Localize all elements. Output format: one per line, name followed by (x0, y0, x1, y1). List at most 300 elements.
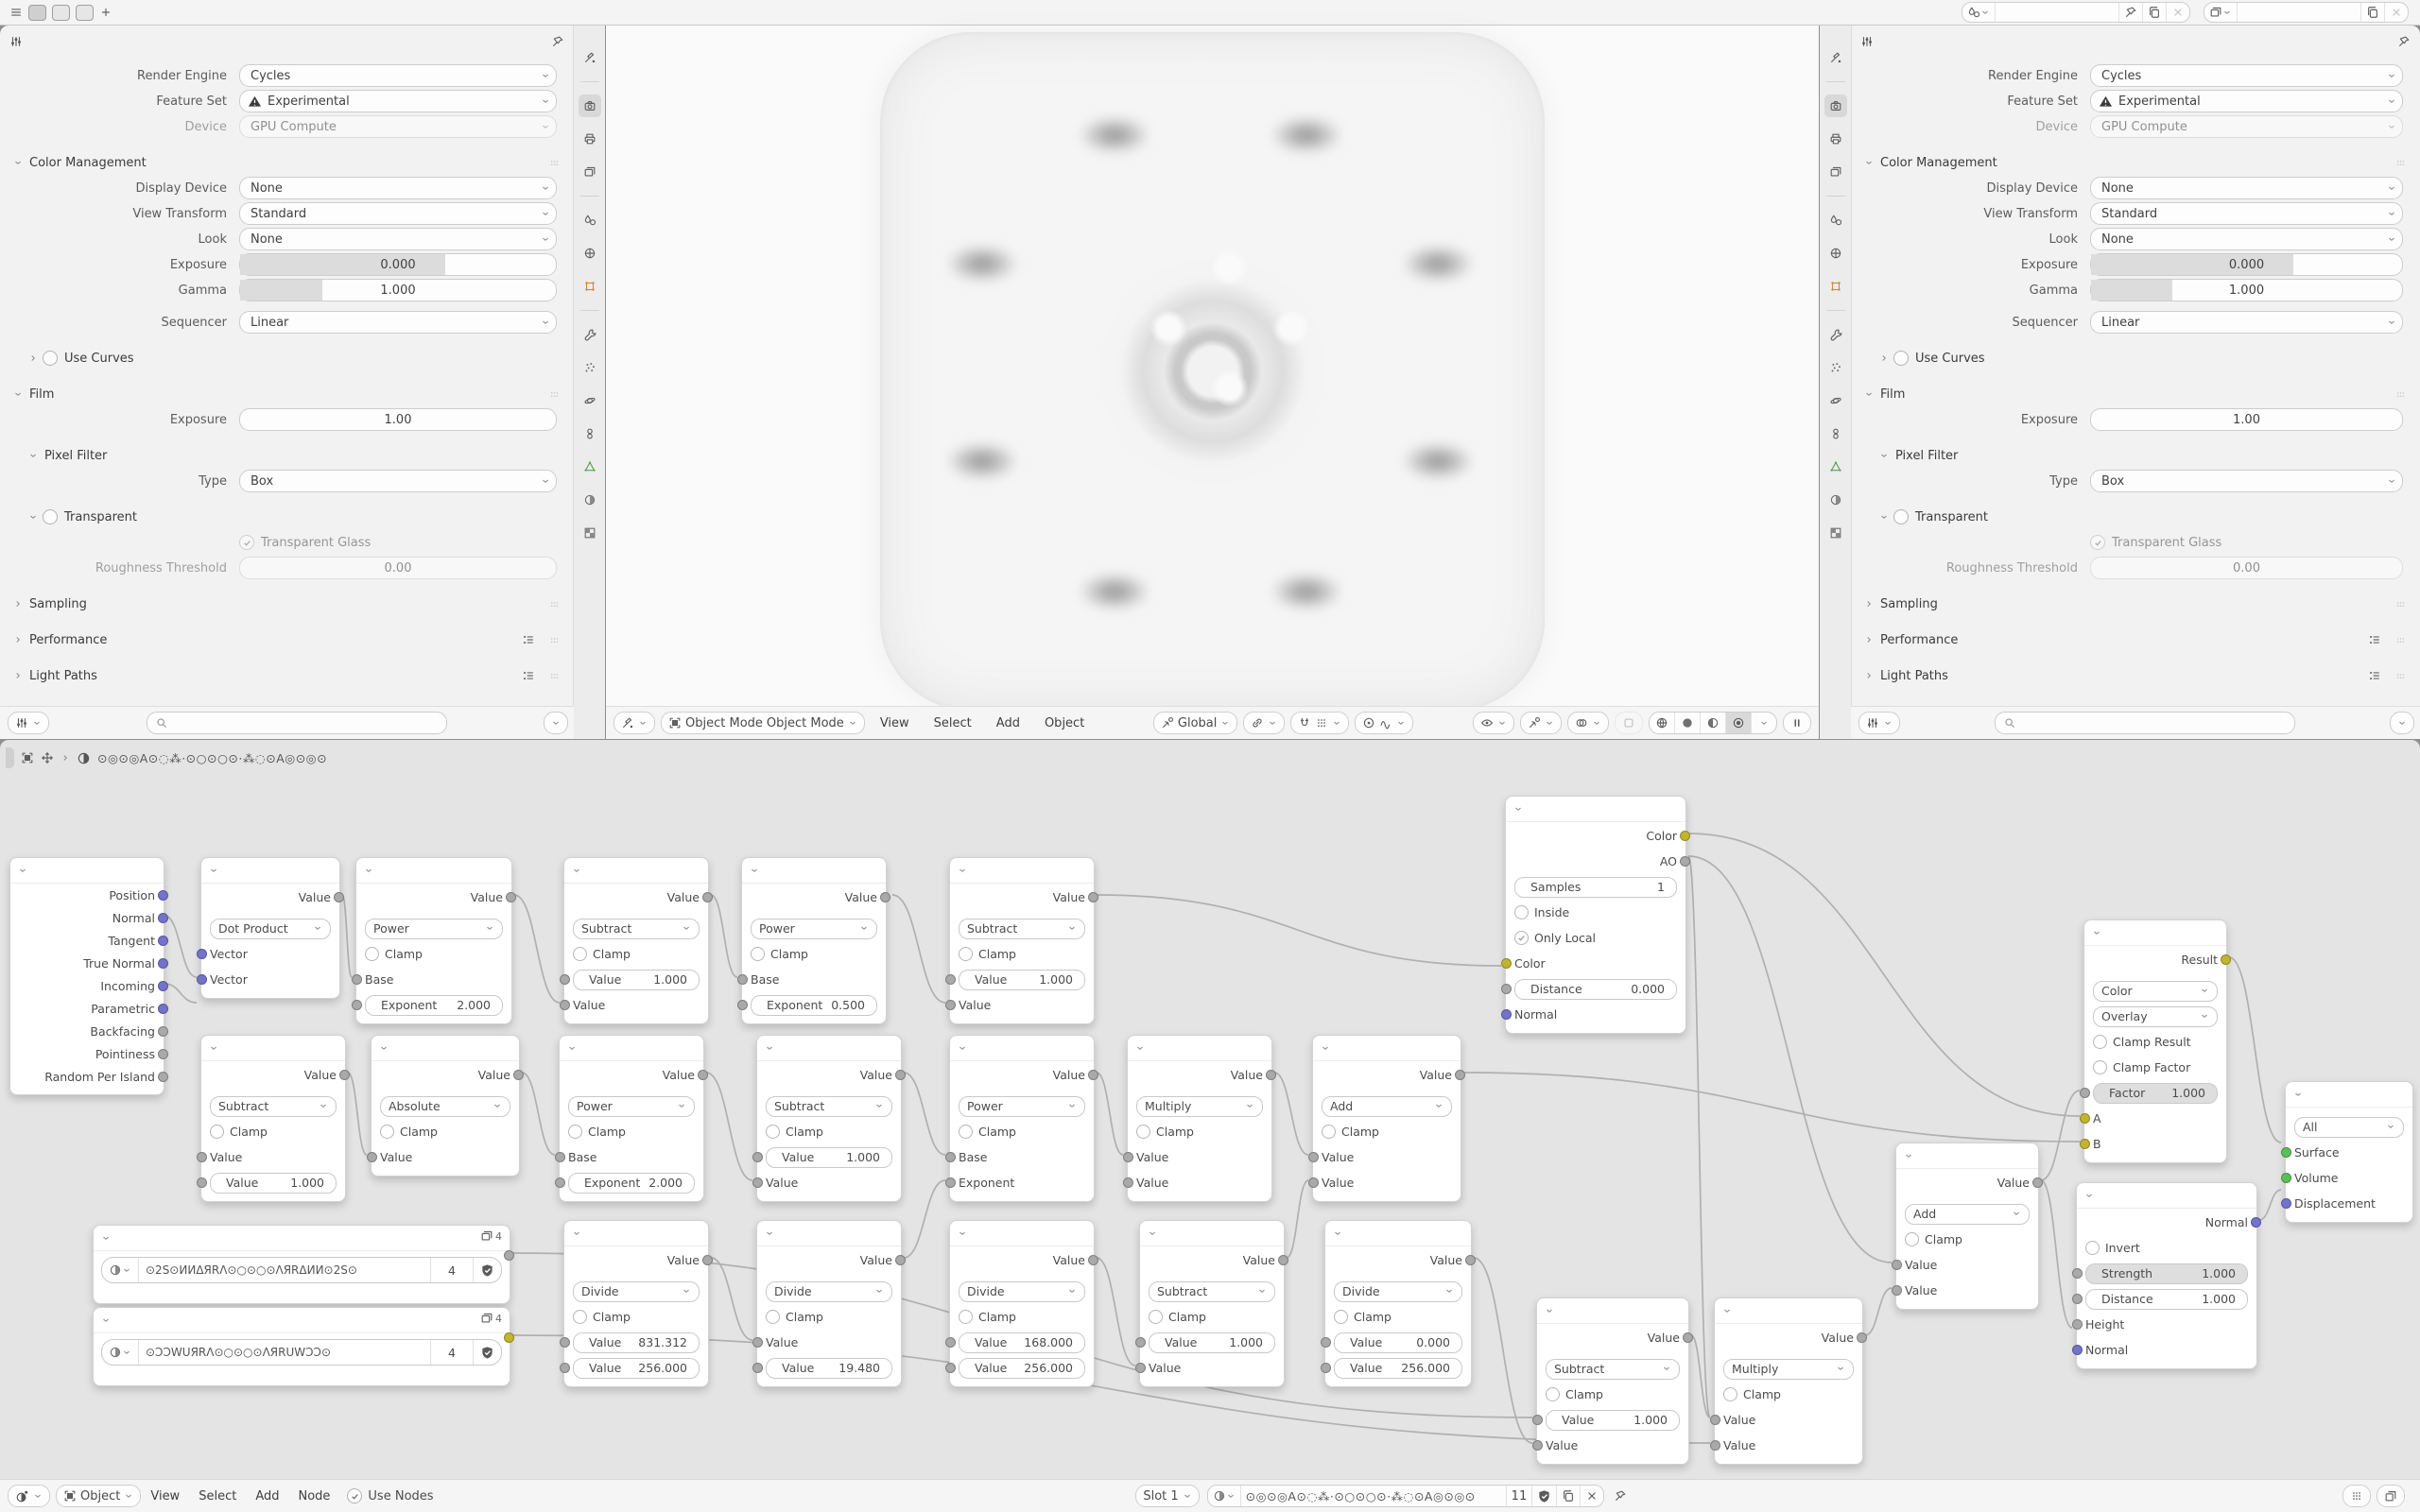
prop-dropdown[interactable] (2090, 115, 2403, 138)
node-header[interactable] (560, 1036, 703, 1061)
snap-magnet-dropdown[interactable] (1290, 712, 1349, 734)
node-header[interactable] (1537, 1298, 1688, 1324)
active-tool-button[interactable] (614, 712, 655, 734)
collapse-chevron-icon[interactable] (101, 1233, 111, 1243)
node-enum-dropdown[interactable] (1149, 1281, 1275, 1302)
node-enum-dropdown[interactable] (751, 919, 877, 939)
node-math-subtract-4[interactable] (756, 1035, 902, 1202)
properties-tab-texchecker[interactable] (579, 522, 601, 544)
socket-input-distance[interactable] (1501, 984, 1512, 994)
node-value-field[interactable] (1514, 979, 1677, 1000)
section-sampling[interactable] (0, 593, 574, 615)
node-value-field[interactable] (1514, 877, 1677, 898)
socket-input-value[interactable] (1135, 1337, 1146, 1348)
mode-dropdown[interactable] (661, 712, 865, 734)
socket-input-exponent[interactable] (737, 1000, 748, 1010)
node-checkbox-clamp[interactable] (210, 1125, 224, 1139)
prop-dropdown[interactable] (239, 115, 557, 138)
node-texture-datablock-2[interactable] (93, 1307, 510, 1386)
socket-output-value[interactable] (702, 892, 713, 902)
shading-material-preview-button[interactable] (1701, 713, 1726, 733)
node-enum-dropdown[interactable] (380, 1096, 510, 1117)
node-math-dot-product[interactable] (200, 857, 340, 999)
properties-tab-physics[interactable] (1824, 389, 1847, 412)
collapse-chevron-icon[interactable] (1135, 1043, 1145, 1053)
socket-output-value[interactable] (895, 1070, 906, 1080)
node-header[interactable] (564, 858, 708, 884)
workspace-tab-3[interactable] (76, 5, 94, 21)
socket-input-normal[interactable] (2072, 1345, 2083, 1355)
node-value-field[interactable] (2085, 1263, 2248, 1284)
pin-id-icon[interactable] (2397, 35, 2411, 48)
node-math-subtract-3[interactable] (200, 1035, 346, 1202)
collapse-chevron-icon[interactable] (958, 866, 967, 875)
socket-input-value[interactable] (945, 974, 956, 985)
workspace-tab-1[interactable] (28, 5, 46, 21)
node-header[interactable] (564, 1221, 708, 1246)
section-light-paths[interactable] (1851, 664, 2420, 687)
node-texture-datablock-1[interactable] (93, 1225, 510, 1304)
unlink-material-button[interactable] (1581, 1486, 1603, 1506)
snap-node-button[interactable] (2342, 1485, 2371, 1507)
prop-field[interactable] (2090, 279, 2403, 301)
node-checkbox-clamp[interactable] (751, 947, 765, 961)
node-checkbox-clamp[interactable] (365, 947, 379, 961)
snapping-dropdown[interactable] (1243, 712, 1285, 734)
view-layer-icon[interactable] (2204, 3, 2238, 22)
socket-output-value[interactable] (1278, 1255, 1288, 1265)
node-header[interactable] (10, 858, 164, 884)
node-header[interactable] (1506, 797, 1685, 822)
socket-input-value[interactable] (752, 1337, 763, 1348)
node-value-field[interactable] (766, 1358, 892, 1379)
overlays-dropdown[interactable] (1567, 712, 1609, 734)
collapse-chevron-icon[interactable] (2293, 1090, 2303, 1099)
socket-input-strength[interactable] (2072, 1268, 2083, 1279)
node-value-field[interactable] (365, 995, 503, 1016)
collapse-chevron-icon[interactable] (572, 866, 581, 875)
node-math-power-4[interactable] (949, 1035, 1095, 1202)
node-enum-dropdown[interactable] (2294, 1117, 2404, 1138)
socket-input-base[interactable] (555, 1152, 565, 1162)
node-header[interactable] (1325, 1221, 1471, 1246)
add-workspace-button[interactable] (99, 6, 112, 19)
socket-output-normal[interactable] (2251, 1217, 2261, 1228)
node-value-field[interactable] (751, 995, 877, 1016)
preset-menu-icon[interactable] (2368, 669, 2381, 682)
texture-users-count[interactable]: 4 (431, 1258, 474, 1282)
node-checkbox-clamp[interactable] (573, 947, 587, 961)
socket-input-exponent[interactable] (352, 1000, 362, 1010)
node-geometry[interactable] (9, 857, 164, 1095)
viewport-menu-add[interactable]: Add (995, 715, 1020, 730)
node-enum-dropdown[interactable] (365, 919, 503, 939)
node-checkbox-invert[interactable] (2085, 1241, 2100, 1255)
texture-name-field[interactable]: ⊙2S⊙ИИΔЯRΛ⊙○⊙○⊙ΛЯRΔИИ⊙2S⊙ (139, 1258, 431, 1282)
socket-input-a[interactable] (2080, 1113, 2090, 1124)
node-enum-dropdown[interactable] (210, 919, 331, 939)
socket-input-normal[interactable] (1501, 1009, 1512, 1020)
socket-output-color[interactable] (1680, 831, 1690, 841)
viewport-menu-object[interactable]: Object (1044, 715, 1085, 730)
properties-tab-material[interactable] (579, 489, 601, 511)
prop-field[interactable] (2090, 253, 2403, 276)
shader-type-dropdown[interactable] (56, 1485, 141, 1507)
prop-dropdown[interactable] (2090, 64, 2403, 87)
node-value-field[interactable] (1334, 1358, 1462, 1379)
node-checkbox-only-local[interactable] (1514, 931, 1529, 945)
material-browse-dropdown[interactable] (102, 1340, 139, 1365)
node-enum-dropdown[interactable] (210, 1096, 337, 1117)
properties-tab-material[interactable] (1824, 489, 1847, 511)
node-enum-dropdown[interactable] (1334, 1281, 1462, 1302)
node-checkbox-clamp-result[interactable] (2093, 1035, 2107, 1049)
prop-dropdown[interactable] (239, 311, 557, 334)
node-value-field[interactable] (1149, 1332, 1275, 1353)
collapse-chevron-icon[interactable] (958, 1228, 967, 1238)
node-math-divide-2[interactable] (756, 1220, 902, 1387)
pin-id-icon[interactable] (551, 35, 564, 48)
section-film[interactable] (0, 383, 574, 405)
collapse-chevron-icon[interactable] (18, 866, 27, 875)
node-math-subtract-1[interactable] (563, 857, 709, 1024)
socket-output-value[interactable] (2032, 1177, 2043, 1188)
prop-dropdown[interactable] (239, 228, 557, 250)
node-enum-dropdown[interactable] (1905, 1204, 2030, 1225)
section-film[interactable] (1851, 383, 2420, 405)
section-use-curves[interactable] (1851, 347, 2420, 369)
copy-icon[interactable] (2366, 6, 2379, 19)
properties-tab-particles[interactable] (579, 356, 601, 379)
socket-input-value[interactable] (1710, 1440, 1720, 1451)
socket-input-value[interactable] (197, 1177, 207, 1188)
socket-input-value[interactable] (1123, 1177, 1133, 1188)
prop-dropdown[interactable] (239, 64, 557, 87)
node-mix-color[interactable] (2083, 919, 2227, 1163)
gizmos-dropdown[interactable] (1520, 712, 1562, 734)
socket-output-value[interactable] (334, 892, 344, 902)
socket-output-value[interactable] (506, 892, 516, 902)
properties-tab-tool[interactable] (579, 46, 601, 69)
node-math-absolute[interactable] (371, 1035, 520, 1177)
node-value-field[interactable] (568, 1173, 695, 1194)
socket-output-tangent[interactable] (158, 936, 168, 946)
properties-tab-datagreen[interactable] (579, 455, 601, 478)
texture-name-field[interactable]: ⊙ƆƆWUЯRΛ⊙○⊙○⊙ΛЯRUWƆƆ⊙ (139, 1340, 431, 1365)
socket-output-value[interactable] (1266, 1070, 1276, 1080)
scene-icon[interactable] (1962, 3, 1996, 22)
node-value-field[interactable] (573, 970, 700, 990)
transform-orientation-dropdown[interactable] (1153, 712, 1237, 734)
node-header[interactable] (742, 858, 886, 884)
material-users-count[interactable]: 11 (1507, 1486, 1533, 1506)
node-value-field[interactable] (1546, 1410, 1680, 1431)
use-nodes-toggle[interactable] (347, 1488, 433, 1503)
collapse-chevron-icon[interactable] (572, 1228, 581, 1238)
search-input[interactable] (147, 712, 447, 734)
socket-input-value[interactable] (752, 1363, 763, 1373)
socket-output-value[interactable] (702, 1255, 713, 1265)
node-enum-dropdown[interactable] (1322, 1096, 1452, 1117)
collapse-chevron-icon[interactable] (209, 1043, 218, 1053)
socket-input-b[interactable] (2080, 1139, 2090, 1149)
collapse-chevron-icon[interactable] (2092, 928, 2101, 937)
socket-input-value[interactable] (1892, 1260, 1902, 1270)
node-header[interactable] (950, 1221, 1094, 1246)
socket-output-pointiness[interactable] (158, 1049, 168, 1059)
node-checkbox-clamp[interactable] (1136, 1125, 1150, 1139)
prop-dropdown[interactable] (2090, 202, 2403, 225)
section-performance[interactable] (1851, 628, 2420, 651)
properties-tab-camera[interactable] (1824, 94, 1847, 117)
socket-input-value[interactable] (1532, 1415, 1543, 1425)
section-use-curves[interactable] (0, 347, 574, 369)
prop-field[interactable] (239, 279, 557, 301)
socket-input-height[interactable] (2072, 1319, 2083, 1330)
node-value-field[interactable] (766, 1147, 892, 1168)
socket-output-value[interactable] (513, 1070, 524, 1080)
socket-output-parametric[interactable] (158, 1004, 168, 1014)
node-value-field[interactable] (573, 1332, 700, 1353)
fake-user-shield-button[interactable] (1532, 1486, 1557, 1506)
socket-output-ao[interactable] (1680, 856, 1690, 867)
collapse-chevron-icon[interactable] (209, 866, 218, 875)
node-header[interactable] (757, 1036, 901, 1061)
node-header[interactable] (201, 1036, 345, 1061)
node-material-output[interactable] (2285, 1081, 2413, 1223)
node-value-field[interactable] (210, 1173, 337, 1194)
node-math-divide-4[interactable] (1324, 1220, 1472, 1387)
node-checkbox-inside[interactable] (1514, 905, 1529, 919)
node-enum-dropdown[interactable] (766, 1096, 892, 1117)
editor-type-button[interactable] (1858, 712, 1900, 734)
checkbox-transparent-glass[interactable] (2090, 535, 2105, 550)
shading-rendered-button[interactable] (1726, 713, 1752, 733)
node-math-add-1[interactable] (1312, 1035, 1461, 1202)
socket-input-displacement[interactable] (2281, 1198, 2291, 1209)
node-checkbox-clamp[interactable] (959, 1125, 973, 1139)
node-checkbox-clamp[interactable] (380, 1125, 394, 1139)
socket-input-factor[interactable] (2080, 1088, 2090, 1098)
section-performance[interactable] (0, 628, 574, 651)
node-header[interactable] (1140, 1221, 1284, 1246)
material-name-field[interactable]: ⊙◎⊙◎A⊙◌⁂·⊙○⊙○⊙·⁂◌⊙A◎⊙◎⊙ (1241, 1486, 1507, 1506)
node-enum-dropdown[interactable] (1723, 1359, 1854, 1380)
properties-tab-world[interactable] (1824, 242, 1847, 265)
collapse-chevron-icon[interactable] (765, 1043, 774, 1053)
node-math-power-2[interactable] (355, 857, 512, 1024)
socket-input-value[interactable] (560, 1363, 570, 1373)
node-value-field[interactable] (959, 1358, 1085, 1379)
collapse-chevron-icon[interactable] (1545, 1306, 1554, 1315)
overlap-nodes-button[interactable] (2377, 1485, 2405, 1507)
editor-type-button[interactable] (8, 712, 49, 734)
header-collapse-button[interactable] (544, 712, 568, 734)
properties-tab-scene[interactable] (579, 209, 601, 232)
workspace-tab-2[interactable] (52, 5, 70, 21)
socket-input-value[interactable] (1710, 1415, 1720, 1425)
section-sampling[interactable] (1851, 593, 2420, 615)
viewport-canvas[interactable] (606, 26, 1819, 707)
node-header[interactable] (1896, 1143, 2038, 1169)
node-menu-view[interactable]: View (150, 1488, 181, 1503)
properties-tab-texchecker[interactable] (1824, 522, 1847, 544)
socket-input-value[interactable] (752, 1152, 763, 1162)
section-light-paths[interactable] (0, 664, 574, 687)
node-enum-dropdown[interactable] (959, 1281, 1085, 1302)
shading-options-chevron[interactable] (1752, 713, 1776, 733)
node-enum-dropdown[interactable] (2093, 1006, 2218, 1027)
node-value-field[interactable] (959, 1332, 1085, 1353)
socket-output[interactable] (504, 1332, 514, 1343)
node-value-field[interactable] (959, 970, 1085, 990)
section-checkbox[interactable] (1893, 351, 1909, 366)
xray-toggle[interactable] (1615, 712, 1643, 734)
socket-input-value[interactable] (1308, 1177, 1319, 1188)
socket-input-vector[interactable] (197, 974, 207, 985)
node-checkbox-clamp[interactable] (1322, 1125, 1336, 1139)
socket-input-color[interactable] (1501, 958, 1512, 969)
section-color-management[interactable] (1851, 151, 2420, 174)
section-checkbox[interactable] (43, 509, 58, 524)
socket-output-true-normal[interactable] (158, 958, 168, 969)
prop-dropdown[interactable] (239, 177, 557, 199)
socket-output-value[interactable] (880, 892, 890, 902)
socket-output-backfacing[interactable] (158, 1026, 168, 1037)
collapse-chevron-icon[interactable] (1904, 1151, 1913, 1160)
socket-input-value[interactable] (560, 974, 570, 985)
node-header[interactable] (2084, 920, 2226, 946)
node-math-subtract-5[interactable] (1139, 1220, 1285, 1387)
visibility-dropdown[interactable] (1473, 712, 1514, 734)
socket-input-value[interactable] (1123, 1152, 1133, 1162)
node-menu-select[interactable]: Select (199, 1488, 237, 1503)
socket-input-value[interactable] (945, 1363, 956, 1373)
node-math-multiply-1[interactable] (1127, 1035, 1272, 1202)
node-header[interactable] (356, 858, 511, 884)
new-material-button[interactable] (1557, 1486, 1581, 1506)
prop-dropdown[interactable] (2090, 177, 2403, 199)
socket-output-normal[interactable] (158, 913, 168, 923)
prop-dropdown[interactable] (2090, 228, 2403, 250)
socket-input-value[interactable] (1321, 1363, 1331, 1373)
prop-field[interactable] (239, 557, 557, 579)
collapse-chevron-icon[interactable] (765, 1228, 774, 1238)
properties-tab-printer[interactable] (1824, 128, 1847, 150)
view-layer-name-field[interactable] (2238, 3, 2361, 22)
collapse-chevron-icon[interactable] (750, 866, 759, 875)
socket-input-value[interactable] (1321, 1337, 1331, 1348)
node-enum-dropdown[interactable] (959, 1096, 1085, 1117)
socket-output-value[interactable] (339, 1070, 350, 1080)
properties-tab-physics[interactable] (579, 389, 601, 412)
socket-input-value[interactable] (367, 1152, 377, 1162)
prop-dropdown[interactable] (239, 470, 557, 492)
node-header[interactable] (201, 858, 339, 884)
collapse-chevron-icon[interactable] (1722, 1306, 1732, 1315)
socket-input-value[interactable] (1532, 1440, 1543, 1451)
node-header[interactable] (1715, 1298, 1862, 1324)
socket-input-base[interactable] (737, 974, 748, 985)
node-enum-dropdown[interactable] (1546, 1359, 1680, 1380)
properties-tab-scene[interactable] (1824, 209, 1847, 232)
socket-input-value[interactable] (560, 1337, 570, 1348)
prop-field[interactable] (2090, 408, 2403, 431)
socket-input-value[interactable] (1308, 1152, 1319, 1162)
collapse-chevron-icon[interactable] (364, 866, 373, 875)
socket-input-vector[interactable] (197, 949, 207, 959)
fake-user-shield-button[interactable] (474, 1340, 501, 1365)
collapse-chevron-icon[interactable] (1321, 1043, 1330, 1053)
node-checkbox-clamp[interactable] (1723, 1387, 1737, 1401)
properties-tab-objsq[interactable] (579, 275, 601, 298)
socket-output-value[interactable] (895, 1255, 906, 1265)
collapse-chevron-icon[interactable] (1148, 1228, 1157, 1238)
header-collapse-button[interactable] (2390, 712, 2414, 734)
node-math-divide-1[interactable] (563, 1220, 709, 1387)
collapse-chevron-icon[interactable] (1333, 1228, 1342, 1238)
properties-tab-particles[interactable] (1824, 356, 1847, 379)
socket-input-value[interactable] (197, 1152, 207, 1162)
collapse-chevron-icon[interactable] (101, 1315, 111, 1325)
prop-dropdown[interactable] (239, 90, 557, 112)
node-checkbox-clamp-factor[interactable] (2093, 1060, 2107, 1074)
node-menu-node[interactable]: Node (298, 1488, 331, 1503)
preset-menu-icon[interactable] (522, 669, 535, 682)
scene-name-field[interactable] (1996, 3, 2119, 22)
node-value-field[interactable] (2093, 1083, 2218, 1104)
properties-tab-objsq[interactable] (1824, 275, 1847, 298)
socket-output-value[interactable] (698, 1070, 708, 1080)
socket-output-result[interactable] (2221, 954, 2231, 965)
properties-tab-datagreen[interactable] (1824, 455, 1847, 478)
pause-render-button[interactable] (1783, 712, 1811, 734)
socket-input-distance[interactable] (2072, 1294, 2083, 1304)
fake-user-shield-button[interactable] (474, 1258, 501, 1282)
socket-output-value[interactable] (1683, 1332, 1693, 1343)
node-checkbox-clamp[interactable] (1149, 1310, 1163, 1324)
use-nodes-checkbox[interactable] (347, 1488, 362, 1503)
socket-output-random-per-island[interactable] (158, 1072, 168, 1082)
node-math-add-2[interactable] (1895, 1143, 2039, 1310)
node-header[interactable] (94, 1308, 510, 1333)
node-enum-dropdown[interactable] (2093, 981, 2218, 1002)
node-header[interactable] (2286, 1082, 2412, 1108)
prop-dropdown[interactable] (2090, 90, 2403, 112)
node-checkbox-clamp[interactable] (1334, 1310, 1348, 1324)
node-enum-dropdown[interactable] (766, 1281, 892, 1302)
section-pixel-filter[interactable] (0, 444, 574, 467)
sidebar-toggle-tab[interactable] (6, 747, 14, 768)
texture-users-count[interactable]: 4 (431, 1340, 474, 1365)
prop-dropdown[interactable] (239, 202, 557, 225)
node-enum-dropdown[interactable] (568, 1096, 695, 1117)
pin-material-icon[interactable] (1614, 1489, 1627, 1503)
properties-tab-printer[interactable] (579, 128, 601, 150)
pin-icon[interactable] (2124, 6, 2137, 19)
properties-tab-wrench[interactable] (1824, 323, 1847, 346)
app-menu-icon[interactable] (9, 6, 23, 19)
node-enum-dropdown[interactable] (573, 919, 700, 939)
section-color-management[interactable] (0, 151, 574, 174)
node-header[interactable] (950, 858, 1094, 884)
socket-output-value[interactable] (1088, 892, 1098, 902)
copy-icon[interactable] (2148, 6, 2161, 19)
section-checkbox[interactable] (43, 351, 58, 366)
node-math-divide-3[interactable] (949, 1220, 1095, 1387)
socket-output-value[interactable] (1088, 1070, 1098, 1080)
collapse-chevron-icon[interactable] (1513, 804, 1523, 814)
